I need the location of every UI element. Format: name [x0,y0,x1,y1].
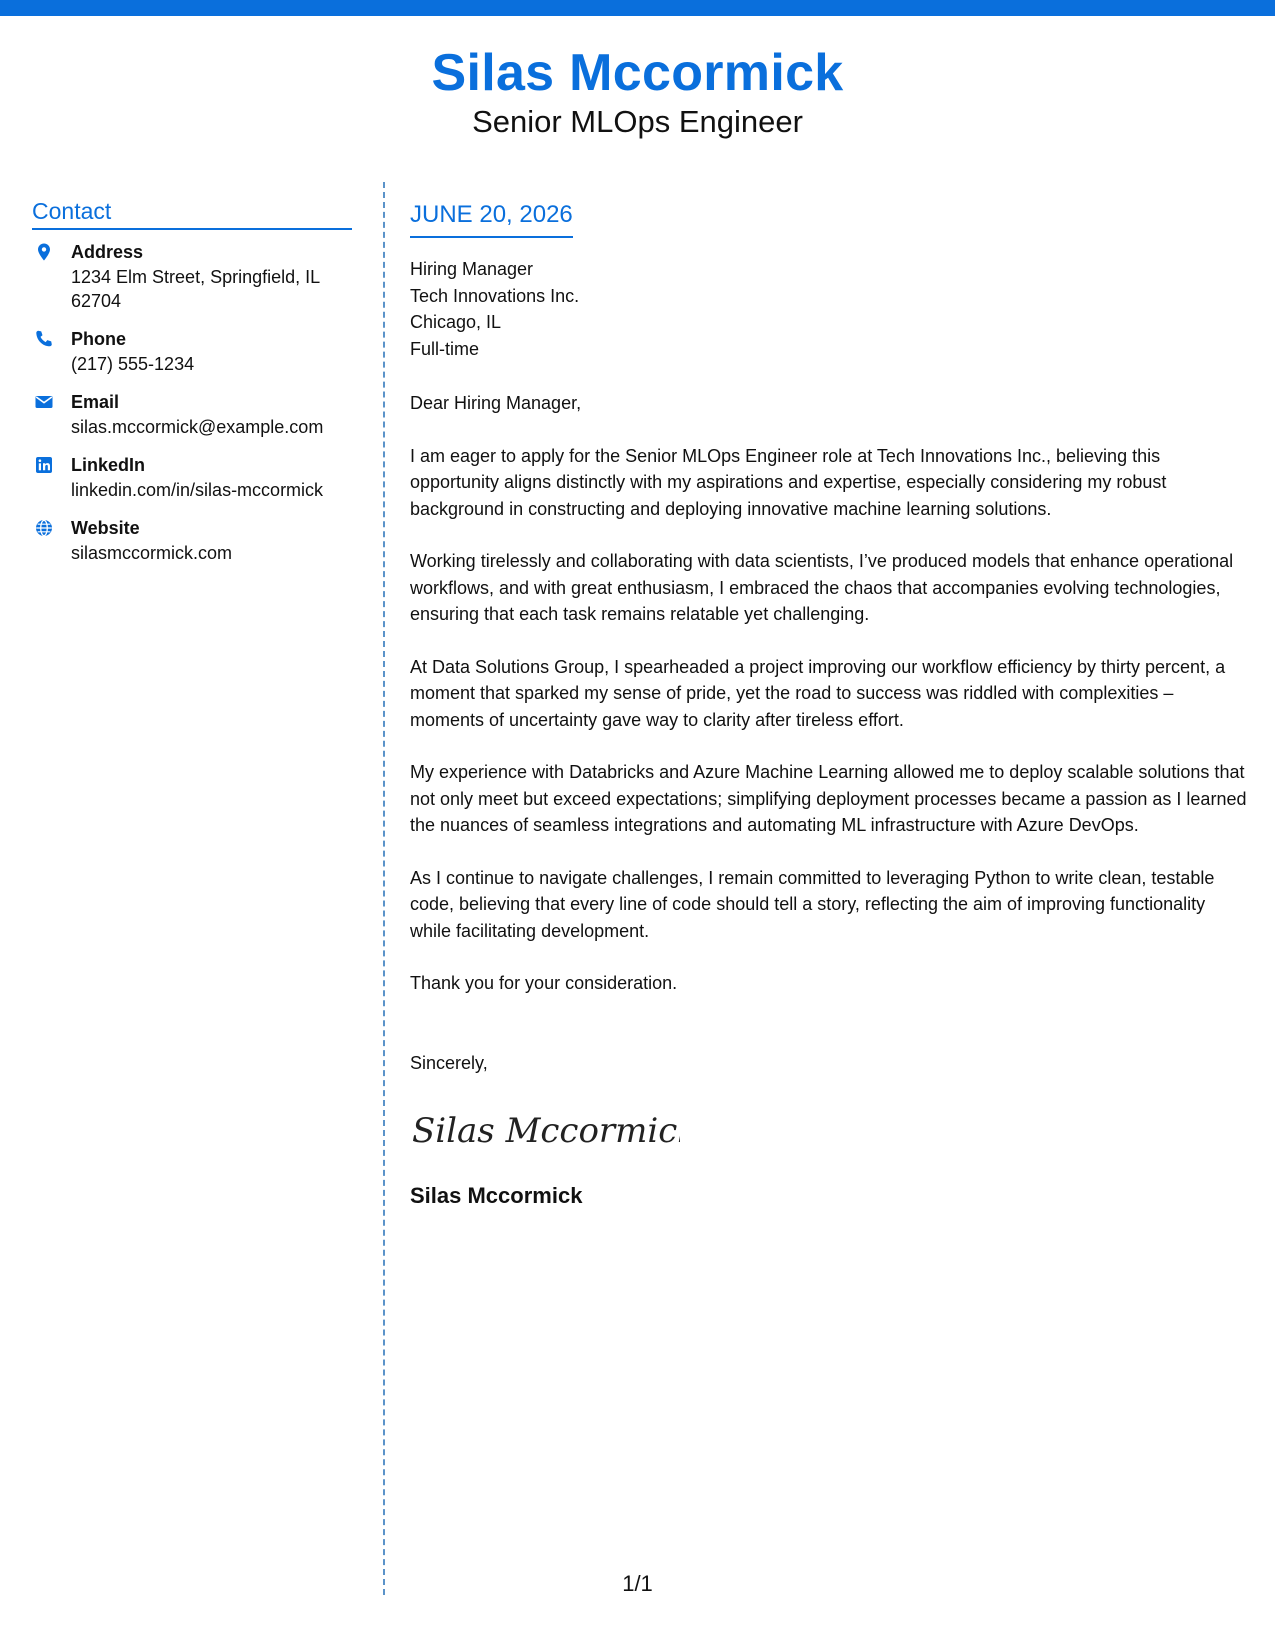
contact-value: 1234 Elm Street, Springfield, IL 62704 [71,267,320,311]
handwritten-signature [410,1104,680,1154]
body-paragraph: My experience with Databricks and Azure Machine Learning allowed me to deploy scalable solutions that not only meet but exceed expectations; simplifying deployment processes became a passion as I learned the nuances of seamless integrations and automating ML infrastructure with Azure DevOps. [410,762,1247,835]
contact-item-phone [32,327,352,376]
linkedin-icon [34,455,54,475]
contact-value: linkedin.com/in/silas-mccormick [71,480,324,500]
body-paragraph: At Data Solutions Group, I spearheaded a project improving our workflow efficiency by thirty percent, a moment that sparked my sense of pride, yet the road to success was riddled with complexities – moments of uncertainty gave way to clarity after tireless effort. [410,656,1226,730]
signoff: Sincerely, [410,1052,488,1073]
top-accent-bar [0,0,1275,16]
contact-label: LinkedIn [71,455,146,475]
column-divider [383,182,385,1595]
contact-heading: Contact [32,196,352,230]
contact-label: Address [71,242,144,262]
contact-label: Website [71,518,140,538]
contact-item-email [32,390,352,439]
signature-text: Silas Mccormick [412,1111,680,1151]
contact-list [32,240,352,565]
contact-item-address [32,240,352,313]
phone-icon [34,329,54,349]
letter-body [410,198,1250,1210]
contact-value: silas.mccormick@example.com [71,417,324,437]
contact-label: Phone [71,329,127,349]
envelope-icon [34,392,54,412]
body-paragraph: I am eager to apply for the Senior MLOps Engineer role at Tech Innovations Inc., believing this opportunity aligns distinctly with my aspirations and expertise, especially considering my robust background in constructing and deploying innovative machine learning solutions. [410,445,1167,519]
recipient-line: Hiring Manager [410,259,534,279]
closing-line: Thank you for your consideration. [410,973,678,993]
letter-header [0,40,1275,140]
page-number: 1/1 [622,1571,653,1596]
recipient-line: Chicago, IL [410,312,502,332]
recipient-line: Full-time [410,338,480,359]
globe-icon [34,518,54,538]
body-paragraph: Working tirelessly and collaborating with data scientists, I’ve produced models that enhance operational workflows, and with great enthusiasm, I embraced the chaos that accompanies evolving technologies, ensuring that each task remains relatable yet challenging. [410,551,1234,624]
letter-date: JUNE 20, 2026 [410,198,573,238]
contact-item-linkedin [32,453,352,502]
contact-label: Email [71,392,120,412]
salutation: Dear Hiring Manager, [410,393,582,413]
signer-name: Silas Mccormick [410,1182,583,1208]
recipient-block [410,256,1250,362]
body-paragraph: As I continue to navigate challenges, I remain committed to leveraging Python to write clean, testable code, believing that every line of code should tell a story, reflecting the aim of improving functionality while facilitating development. [410,867,1215,941]
recipient-line: Tech Innovations Inc. [410,285,580,306]
map-pin-icon [34,242,54,262]
applicant-title: Senior MLOps Engineer [472,104,803,139]
contact-item-website [32,516,352,565]
contact-value: silasmccormick.com [71,543,233,563]
applicant-name: Silas Mccormick [431,44,844,102]
contact-value: (217) 555-1234 [71,354,195,374]
contact-sidebar [32,196,352,579]
